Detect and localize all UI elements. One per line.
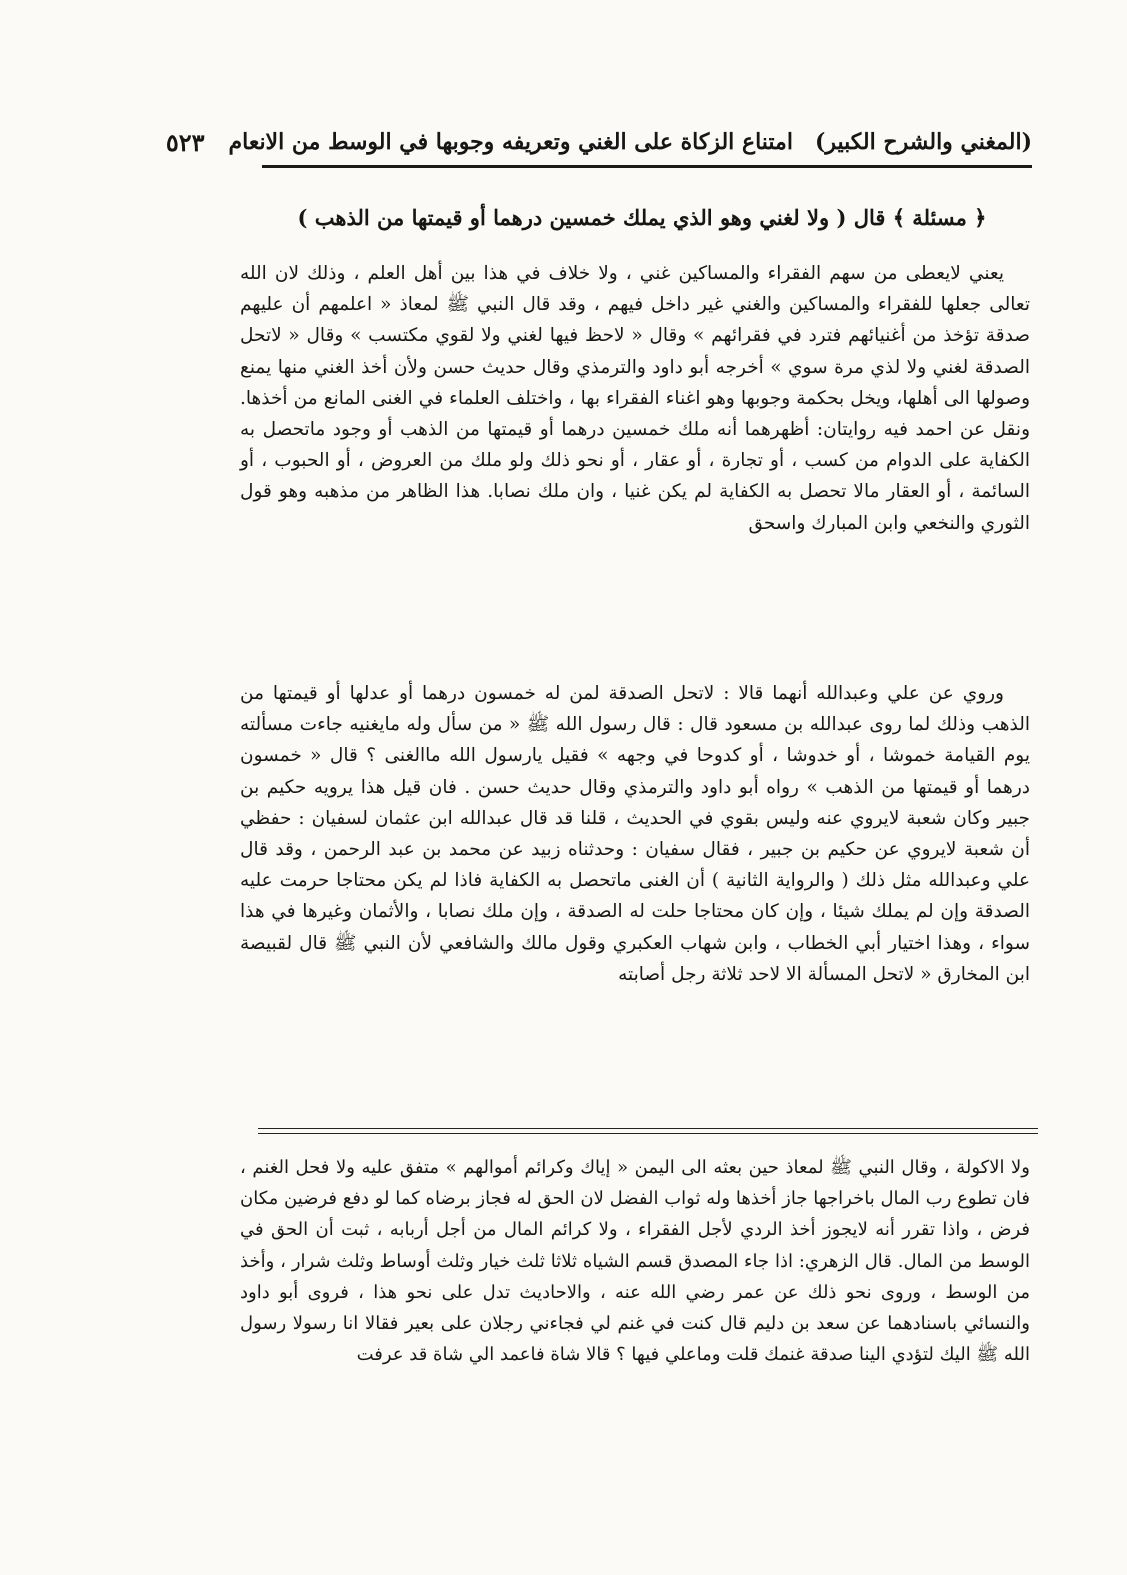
chapter-topic: امتناع الزكاة على الغني وتعريفه وجوبها في الوسط من الانعام [228, 129, 793, 155]
commentary-paragraph-1 [240, 258, 1030, 658]
book-title: (المغني والشرح الكبير) [814, 129, 1032, 155]
footnote-text: ولا الاكولة ، وقال النبي ﷺ لمعاذ حين بعثه الى اليمن « إياك وكرائم أموالهم » متفق عليه ولا فحل الغنم ، فان تطوع رب المال باخراجها جاز أخذها وله ثواب الفضل لان الحق له فجاز برضاه كما لو دفع فرضين مكان فرض ، واذا تقرر أنه لايجوز أخذ الردي لأجل الفقراء ، ولا كرائم المال من أجل أربابه ، ثبت أن الحق في الوسط من المال. قال الزهري: اذا جاء المصدق قسم الشياه ثلاثا ثلث خيار وثلث أوساط وثلث شرار ، وأخذ من الوسط ، وروى نحو ذلك عن عمر رضي الله عنه ، والاحاديث تدل على نحو هذا ، فروى أبو داود والنسائي باسنادهما عن سعد بن دليم قال كنت في غنم لي فجاءني رجلان على بعير فقالا انا رسولا رسول الله ﷺ اليك لتؤدي الينا صدقة غنمك قلت وماعلي فيها ؟ قالا شاة فاعمد الي شاة قد عرفت [240, 1157, 1030, 1366]
commentary-paragraph-2 [240, 678, 1030, 1118]
footnote-block [240, 1152, 1030, 1472]
masala-heading: ﴿ مسئلة ﴾ قال ( ولا لغني وهو الذي يملك خمسين درهما أو قيمتها من الذهب ) [297, 205, 987, 230]
header-rule [262, 165, 1032, 168]
footnote-divider [258, 1128, 1038, 1134]
page-number: ٥٢٣ [165, 127, 205, 157]
paragraph-text: يعني لايعطى من سهم الفقراء والمساكين غني ، ولا خلاف في هذا بين أهل العلم ، وذلك لان الله تعالى جعلها للفقراء والمساكين والغني غير داخل فيهم ، وقد قال النبي ﷺ لمعاذ « اعلمهم أن عليهم صدقة تؤخذ من أغنيائهم فترد في فقرائهم » وقال « لاحظ فيها لغني ولا لقوي مكتسب » وقال « لاتحل الصدقة لغني ولا لذي مرة سوي » أخرجه أبو داود والترمذي وقال حديث حسن ولأن أخذ الغني منها يمنع وصولها الى أهلها، ويخل بحكمة وجوبها وهو اغناء الفقراء بها ، واختلف العلماء في الغنى المانع من أخذها. ونقل عن احمد فيه روايتان: أظهرهما أنه ملك خمسين درهما أو قيمتها من الذهب أو وجود ماتحصل به الكفاية على الدوام من كسب ، أو تجارة ، أو عقار ، أو نحو ذلك ولو ملك من العروض ، أو الحبوب ، أو السائمة ، أو العقار مالا تحصل به الكفاية لم يكن غنيا ، وان ملك نصابا. هذا الظاهر من مذهبه وهو قول الثوري والنخعي وابن المبارك واسحق [240, 263, 1030, 534]
paragraph-text: وروي عن علي وعبدالله أنهما قالا : لاتحل الصدقة لمن له خمسون درهما أو عدلها أو قيمتها من الذهب وذلك لما روى عبدالله بن مسعود قال : قال رسول الله ﷺ « من سأل وله مايغنيه جاءت مسألته يوم القيامة خموشا ، أو خدوشا ، أو كدوحا في وجهه » فقيل يارسول الله ماالغنى ؟ قال « خمسون درهما أو قيمتها من الذهب » رواه أبو داود والترمذي وقال حديث حسن . فان قيل هذا يرويه حكيم بن جبير وكان شعبة لايروي عنه وليس بقوي في الحديث ، قلنا قد قال عبدالله ابن عثمان لسفيان : حفظي أن شعبة لايروي عن حكيم بن جبير ، فقال سفيان : وحدثناه زبيد عن محمد بن عبد الرحمن ، وقد قال علي وعبدالله مثل ذلك ( والرواية الثانية ) أن الغنى ماتحصل به الكفاية فاذا لم يكن محتاجا حرمت عليه الصدقة وإن لم يملك شيئا ، وإن كان محتاجا حلت له الصدقة ، وإن ملك نصابا ، والأثمان وغيرها في هذا سواء ، وهذا اختيار أبي الخطاب ، وابن شهاب العكبري وقول مالك والشافعي لأن النبي ﷺ قال لقبيصة ابن المخارق « لاتحل المسألة الا لاحد ثلاثة رجل أصابته [240, 683, 1030, 985]
running-header [165, 120, 1032, 164]
